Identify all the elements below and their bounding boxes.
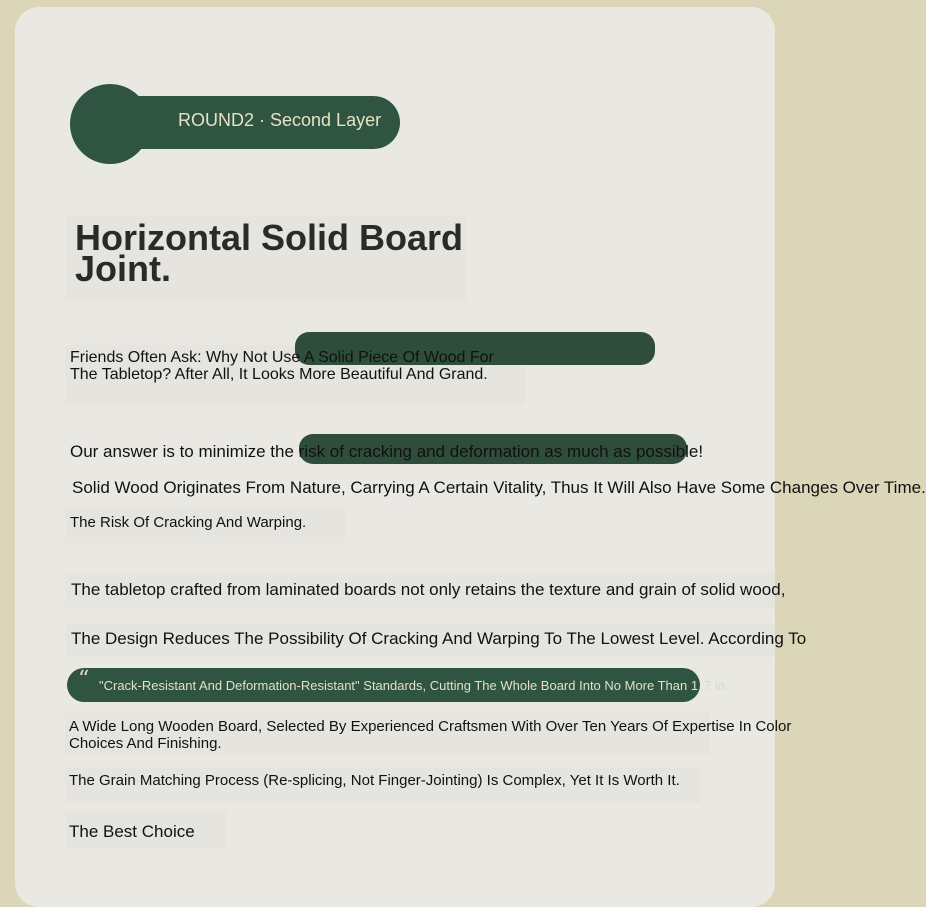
- badge-label: ROUND2 · Second Layer: [178, 110, 382, 130]
- quote-mark-icon: “: [78, 667, 90, 692]
- grain-text: The Grain Matching Process (Re-splicing, Not Finger-Jointing) Is Complex, Yet It Is Worth It.: [69, 772, 680, 789]
- board-text: [69, 718, 791, 752]
- quote-text: "Crack-Resistant And Deformation-Resistant" Standards, Cutting The Whole Board Into No More Than 1: [99, 678, 699, 693]
- content-card: [15, 7, 926, 907]
- board-line-2: Choices And Finishing.: [69, 735, 222, 752]
- round-badge: [70, 84, 400, 164]
- answer-text: Our answer is to minimize the risk of cracking and deformation as much as possible!: [70, 442, 704, 461]
- intro-question: [70, 349, 494, 383]
- risk-text: The Risk Of Cracking And Warping.: [70, 514, 307, 531]
- laminated-text: The tabletop crafted from laminated boards not only retains the texture and grain of solid wood,: [71, 580, 786, 599]
- quote-tail: 7 in.: [704, 678, 729, 693]
- design-text: The Design Reduces The Possibility Of Cracking And Warping To The Lowest Level. According To: [71, 629, 807, 648]
- intro-line-2: The Tabletop? After All, It Looks More Beautiful And Grand.: [70, 366, 488, 383]
- title-line-1: Horizontal Solid Board: [75, 217, 464, 258]
- page-title: [75, 217, 464, 289]
- best-choice-text: The Best Choice: [69, 822, 195, 841]
- board-line-1: A Wide Long Wooden Board, Selected By Experienced Craftsmen With Over Ten Years Of Expertise In Color: [69, 718, 792, 735]
- title-line-2: Joint.: [75, 248, 171, 289]
- origin-text: Solid Wood Originates From Nature, Carrying A Certain Vitality, Thus It Will Also Have Some Changes Over Time.: [72, 478, 926, 497]
- intro-line-1: Friends Often Ask: Why Not Use A Solid Piece Of Wood For: [70, 349, 494, 366]
